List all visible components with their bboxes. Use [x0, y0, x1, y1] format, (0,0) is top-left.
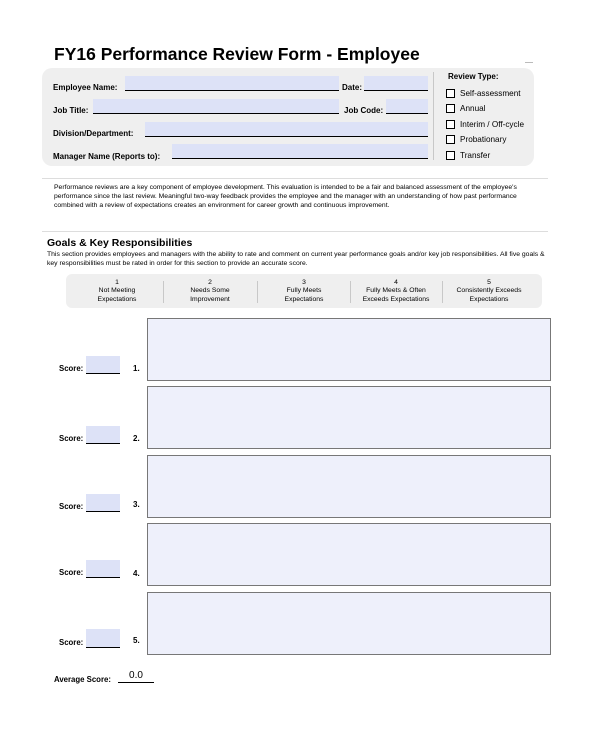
scale-number: 3 — [302, 279, 306, 286]
employee-name-field[interactable] — [125, 76, 339, 91]
score-underline-1 — [86, 373, 120, 374]
checkbox-icon[interactable] — [446, 135, 455, 144]
goal-number-1: 1. — [133, 364, 140, 373]
job-code-label: Job Code: — [344, 106, 384, 115]
review-type-option-label: Transfer — [460, 151, 491, 160]
scale-level-2 — [164, 279, 256, 304]
checkbox-icon[interactable] — [446, 151, 455, 160]
date-field[interactable] — [364, 76, 428, 91]
checkbox-icon[interactable] — [446, 104, 455, 113]
goals-heading: Goals & Key Responsibilities — [47, 237, 193, 249]
division-label: Division/Department: — [53, 129, 134, 138]
goals-description: This section provides employees and managers with the ability to rate and comment on current year performance goals and/or key job responsibilities. All five goals & key responsibilities must be rated in order for this section to provide an accurate score. — [47, 251, 545, 267]
goal-number-4: 4. — [133, 569, 140, 578]
goal-text-area-5[interactable] — [147, 592, 551, 655]
goal-text-area-3[interactable] — [147, 455, 551, 518]
manager-name-underline — [172, 158, 428, 159]
checkbox-icon[interactable] — [446, 89, 455, 98]
review-type-probationary[interactable] — [446, 134, 506, 145]
job-title-label: Job Title: — [53, 106, 89, 115]
review-type-interim[interactable] — [446, 119, 524, 130]
score-input-1[interactable] — [86, 356, 120, 374]
scale-text-line1: Fully Meets — [286, 287, 322, 295]
divider-goals — [42, 231, 548, 232]
division-underline — [145, 136, 428, 137]
intro-paragraph: Performance reviews are a key component of employee development. This evaluation is intended to be a fair and balanced assessment of the employee's performance since the last review. Meaningful two-way feedback provides the employee and the manager with an understanding of how past performance combined with a review of expectations creates an environment for career growth and continuous improvement. — [54, 184, 517, 209]
scale-number: 1 — [115, 279, 119, 286]
score-label-3: Score: — [59, 502, 84, 511]
scale-text-line2: Improvement — [190, 295, 230, 303]
date-label: Date: — [342, 83, 363, 92]
job-code-field[interactable] — [386, 99, 428, 114]
score-input-2[interactable] — [86, 426, 120, 444]
goal-text-area-4[interactable] — [147, 523, 551, 586]
scale-level-5 — [443, 279, 535, 304]
scale-text-line2: Expectations — [284, 295, 324, 303]
divider-top — [42, 178, 548, 179]
review-type-option-label: Self-assessment — [460, 89, 521, 98]
review-type-transfer[interactable] — [446, 150, 490, 161]
score-underline-2 — [86, 443, 120, 444]
scale-text-line2: Expectations — [97, 295, 137, 303]
scale-level-3 — [258, 279, 350, 304]
score-input-4[interactable] — [86, 560, 120, 578]
manager-name-field[interactable] — [172, 144, 428, 159]
goal-number-5: 5. — [133, 636, 140, 645]
score-label-1: Score: — [59, 364, 84, 373]
employee-name-label: Employee Name: — [53, 83, 118, 92]
score-underline-5 — [86, 647, 120, 648]
average-score-label: Average Score: — [54, 675, 111, 684]
scale-text-line2: Expectations — [469, 295, 509, 303]
division-field[interactable] — [145, 122, 428, 137]
scale-number: 4 — [394, 279, 398, 286]
score-label-5: Score: — [59, 638, 84, 647]
review-type-annual[interactable] — [446, 103, 486, 114]
review-type-option-label: Interim / Off-cycle — [460, 120, 524, 129]
score-underline-4 — [86, 577, 120, 578]
review-type-option-label: Annual — [460, 104, 486, 113]
score-label-4: Score: — [59, 568, 84, 577]
scale-text-line1: Needs Some — [190, 287, 230, 295]
goal-text-area-2[interactable] — [147, 386, 551, 449]
review-type-self-assessment[interactable] — [446, 88, 521, 99]
scale-text-line1: Not Meeting — [98, 287, 136, 295]
job-title-underline — [93, 113, 339, 114]
scale-text-line1: Consistently Exceeds — [456, 287, 522, 295]
score-underline-3 — [86, 511, 120, 512]
review-type-label: Review Type: — [448, 72, 499, 81]
score-label-2: Score: — [59, 434, 84, 443]
scale-number: 5 — [487, 279, 491, 286]
scale-text-line2: Exceeds Expectations — [362, 295, 430, 303]
review-type-option-label: Probationary — [460, 135, 507, 144]
page-title: FY16 Performance Review Form - Employee — [54, 44, 420, 64]
job-title-field[interactable] — [93, 99, 339, 114]
panel-divider — [433, 72, 434, 160]
scale-level-4 — [350, 279, 442, 304]
scale-level-1 — [71, 279, 163, 304]
goal-text-area-1[interactable] — [147, 318, 551, 381]
manager-name-label: Manager Name (Reports to): — [53, 152, 161, 161]
checkbox-icon[interactable] — [446, 120, 455, 129]
goal-number-2: 2. — [133, 434, 140, 443]
scale-number: 2 — [208, 279, 212, 286]
goal-number-3: 3. — [133, 500, 140, 509]
average-score-value: 0.0 — [118, 670, 154, 683]
date-underline — [364, 90, 428, 91]
score-input-5[interactable] — [86, 629, 120, 647]
score-input-3[interactable] — [86, 494, 120, 512]
corner-mark — [525, 62, 533, 68]
scale-text-line1: Fully Meets & Often — [366, 287, 426, 295]
job-code-underline — [386, 113, 428, 114]
employee-name-underline — [125, 90, 339, 91]
